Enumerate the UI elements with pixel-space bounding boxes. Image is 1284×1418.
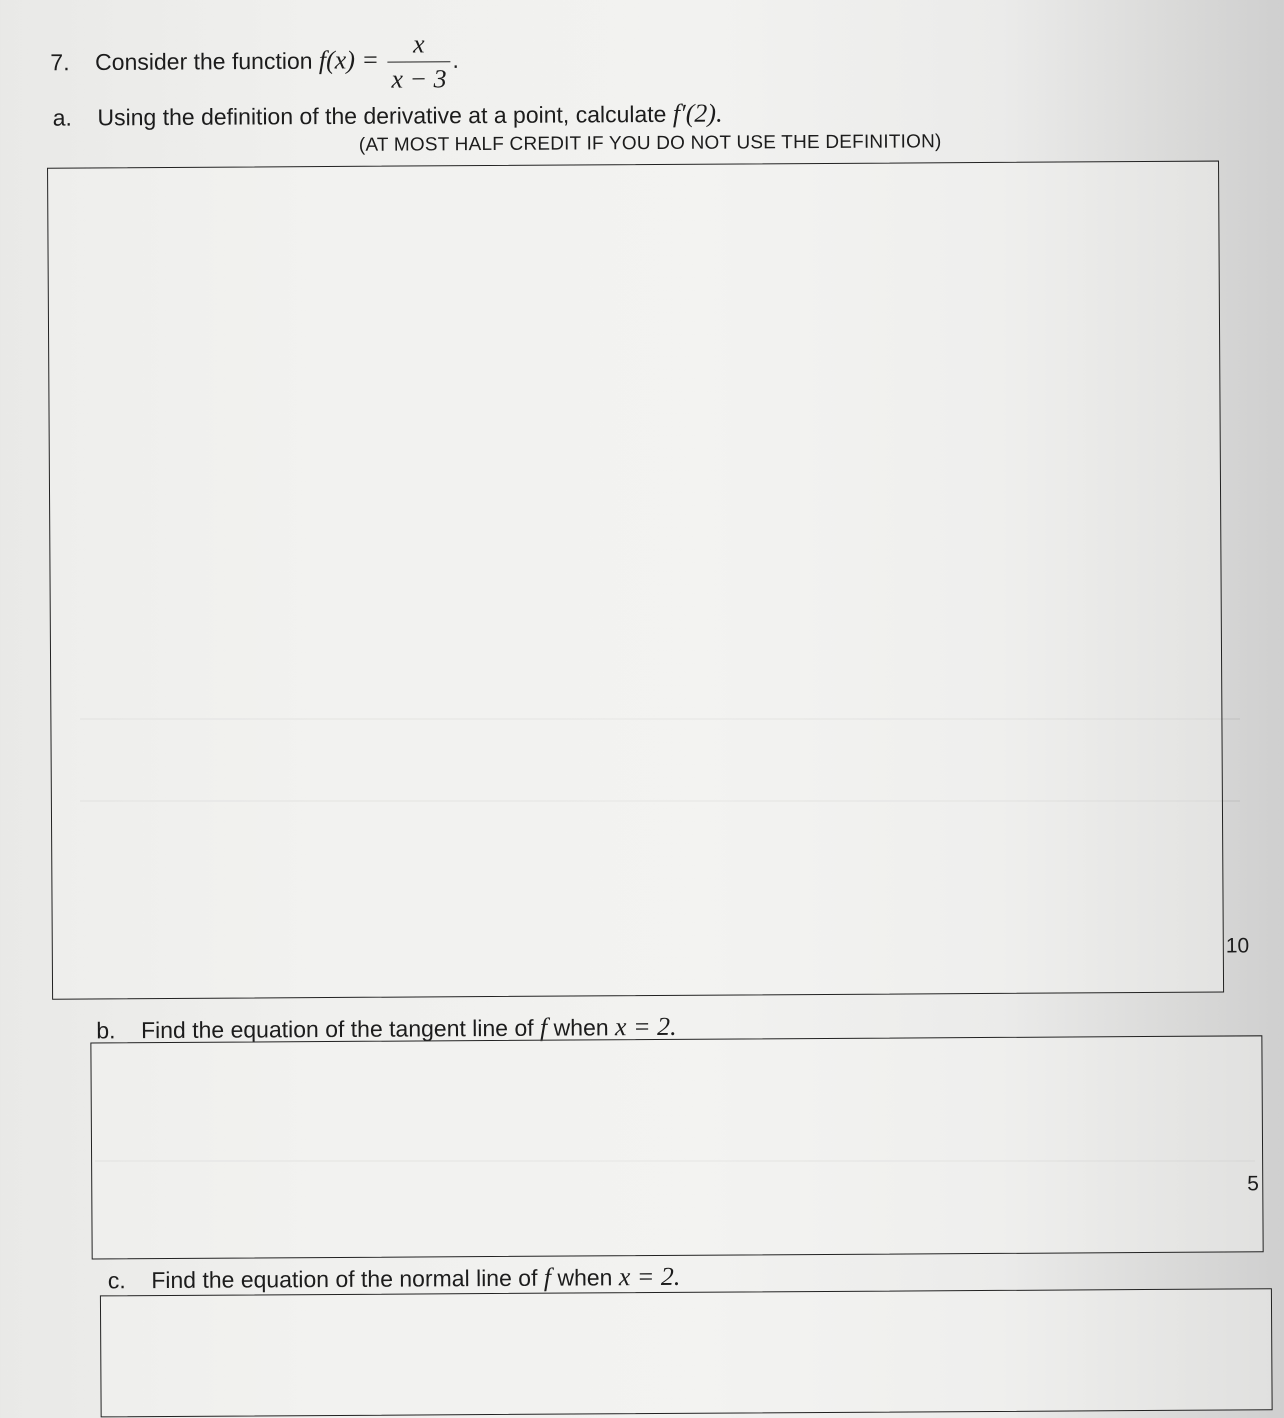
function-lhs: f(x) =: [318, 45, 380, 75]
part-c-letter: c.: [107, 1267, 126, 1294]
question-intro: Consider the function: [95, 47, 313, 75]
fraction-denominator: x − 3: [391, 64, 447, 94]
part-a-expression: f′(2).: [672, 98, 723, 128]
part-c-text: Find the equation of the normal line of: [151, 1264, 538, 1294]
part-b-condition: x = 2.: [614, 1011, 677, 1042]
part-b-answer-box[interactable]: [90, 1035, 1263, 1259]
function-fraction: [387, 29, 450, 94]
part-c-f: f: [543, 1262, 552, 1292]
part-b-when: when: [553, 1014, 609, 1041]
part-b-text: Find the equation of the tangent line of: [140, 1014, 534, 1044]
part-c-answer-box[interactable]: [100, 1288, 1273, 1417]
part-a-note: (AT MOST HALF CREDIT IF YOU DO NOT USE THE DEFINITION): [358, 131, 942, 156]
question-end-punct: .: [452, 46, 459, 73]
question-number: 7.: [50, 49, 70, 76]
part-c-condition: x = 2.: [618, 1261, 681, 1292]
part-c-when: when: [557, 1264, 613, 1291]
part-a-points: 10: [1225, 934, 1250, 958]
part-c-prompt: [108, 1262, 681, 1295]
part-a-text: Using the definition of the derivative at a point, calculate: [97, 100, 667, 131]
part-b-f: f: [539, 1012, 548, 1042]
question-7-header: [50, 29, 459, 96]
part-a-letter: a.: [52, 104, 72, 131]
part-a-prompt: [53, 99, 723, 133]
part-b-points: 5: [1247, 1172, 1260, 1196]
fraction-numerator: x: [387, 29, 450, 62]
part-b-letter: b.: [96, 1017, 116, 1044]
part-a-answer-box[interactable]: [47, 161, 1224, 1000]
